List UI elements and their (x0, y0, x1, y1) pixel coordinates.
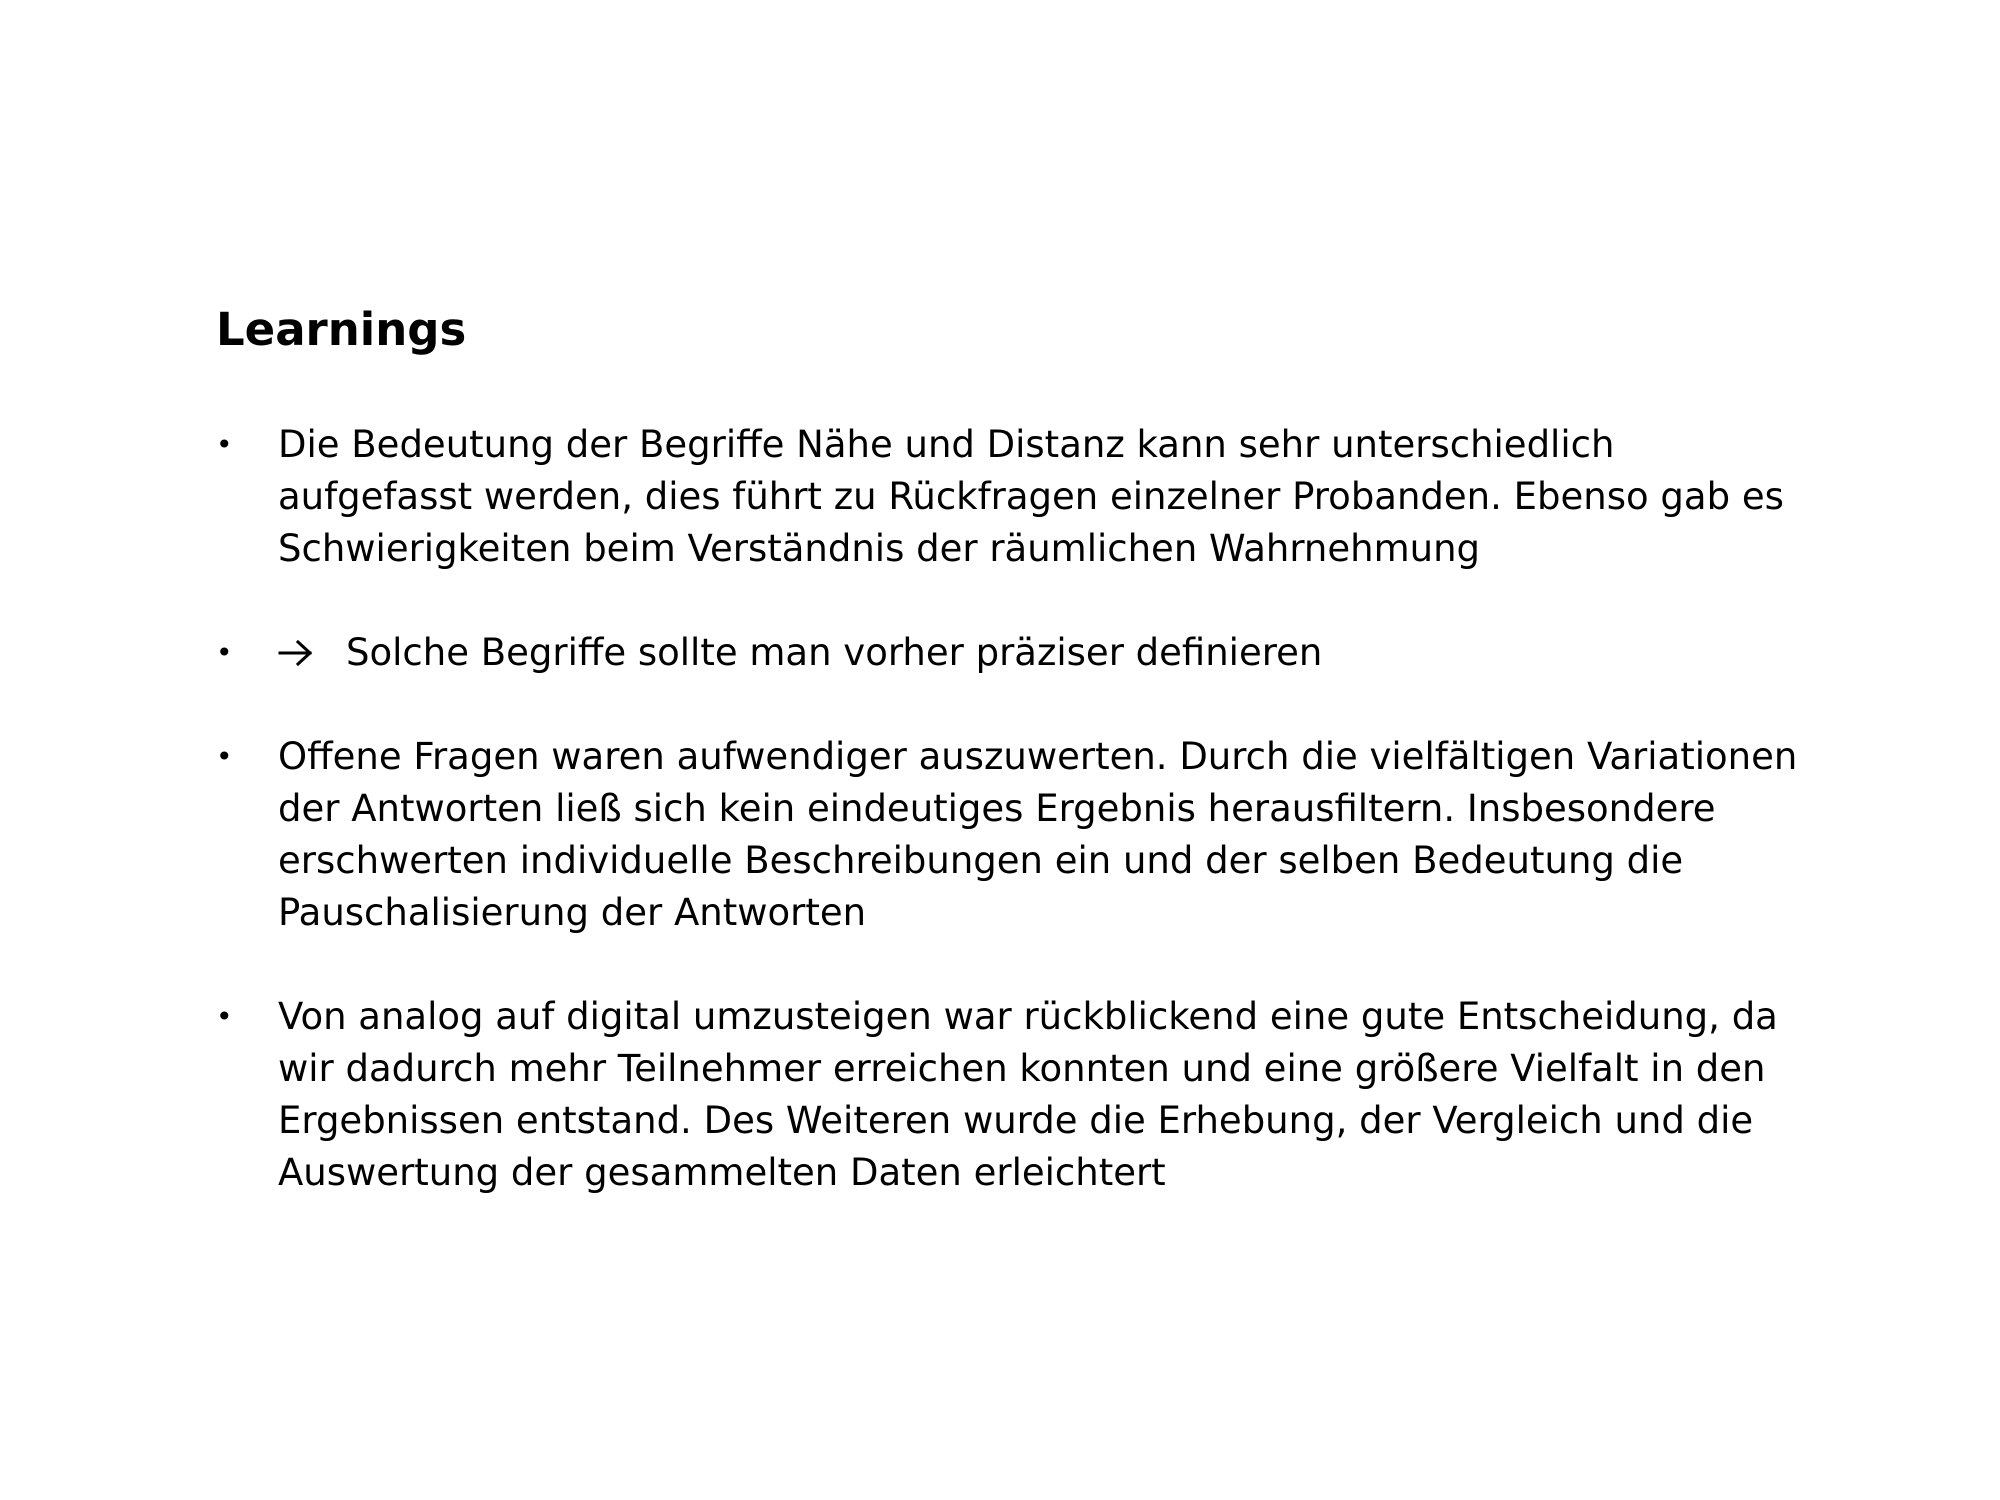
learning-text-2-container (278, 627, 1816, 679)
bullet-dot: • (216, 428, 233, 461)
learning-item-1 (216, 419, 1816, 575)
right-arrow-icon (278, 627, 314, 679)
learning-item-4 (216, 991, 1816, 1199)
learning-item-2 (216, 627, 1816, 679)
bullet-dot: • (216, 740, 233, 773)
learning-item-3 (216, 731, 1816, 939)
learning-text-3: Offene Fragen waren aufwendiger auszuwerten. Durch die vielfältigen Variationen der Antworten ließ sich kein eindeutiges Ergebnis herausfiltern. Insbesondere erschwerten individuelle Beschreibungen ein und der selben Bedeutung die Pauschalisierung der Antworten (278, 735, 1798, 934)
learning-text-1: Die Bedeutung der Begriffe Nähe und Distanz kann sehr unterschiedlich aufgefasst werden, dies führt zu Rückfragen einzelner Probanden. Ebenso gab es Schwierigkeiten beim Verständnis der räumlichen Wahrnehmung (278, 423, 1784, 570)
bullet-dot: • (216, 1000, 233, 1033)
learning-text-4: Von analog auf digital umzusteigen war rückblickend eine gute Entscheidung, da wir dadurch mehr Teilnehmer erreichen konnten und eine größere Vielfalt in den Ergebnissen entstand. Des Weiteren wurde die Erhebung, der Vergleich und die Auswertung der gesammelten Daten erleichtert (278, 995, 1778, 1194)
bullet-dot: • (216, 636, 233, 669)
learning-text-2: Solche Begriffe sollte man vorher präziser definieren (346, 631, 1323, 674)
learnings-bullet-list (216, 419, 1816, 1199)
slide-title: Learnings (216, 303, 467, 356)
